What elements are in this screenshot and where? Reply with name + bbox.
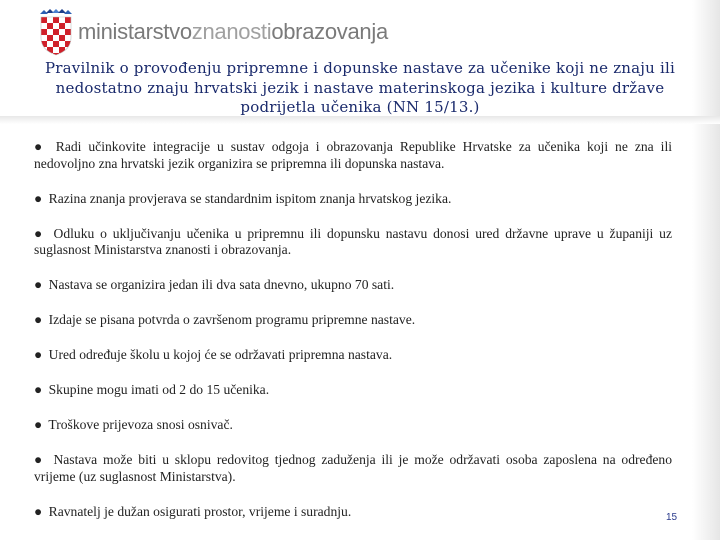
bullet-item bbox=[34, 139, 672, 172]
bullet-dot-icon: ● bbox=[34, 417, 43, 432]
bullet-text: Troškove prijevoza snosi osnivač. bbox=[48, 417, 233, 432]
bullet-dot-icon: ● bbox=[34, 503, 43, 519]
page-number: 15 bbox=[666, 512, 678, 523]
bullet-item bbox=[34, 417, 672, 434]
bullet-dot-icon: ● bbox=[34, 452, 45, 467]
bullet-text: Nastava može biti u sklopu redovitog tjednog zaduženja ili je može održavati osoba zaposlena na određeno vrijeme (uz suglasnost Ministarstva). bbox=[34, 452, 672, 484]
bullet-dot-icon: ● bbox=[34, 190, 43, 206]
brand-part-obrazovanja: obrazovanja bbox=[271, 19, 388, 44]
bullet-text: Razina znanja provjerava se standardnim ispitom znanja hrvatskog jezika. bbox=[48, 190, 452, 206]
bullet-item bbox=[34, 312, 672, 329]
slide-title: Pravilnik o provođenju pripremne i dopunske nastave za učenike koji ne znaju ili nedostatno znaju hrvatski jezik i nastave materinskoga jezika i kulture države podrijetla učenika (NN 15/13.) bbox=[45, 59, 675, 116]
bullet-text: Skupine mogu imati od 2 do 15 učenika. bbox=[48, 382, 270, 397]
bullet-dot-icon: ● bbox=[34, 312, 43, 327]
ministry-header bbox=[34, 6, 388, 58]
bullet-dot-icon: ● bbox=[34, 225, 45, 241]
bullet-dot-icon: ● bbox=[34, 277, 43, 292]
bullet-text: Odluku o uključivanju učenika u pripremnu ili dopunsku nastavu donosi ured državne uprave u županiji uz suglasnost Ministarstva znanosti i obrazovanja. bbox=[34, 225, 672, 257]
bullet-text: Ravnatelj je dužan osigurati prostor, vrijeme i suradnju. bbox=[48, 503, 352, 519]
bullet-dot-icon: ● bbox=[34, 347, 43, 362]
bullet-list bbox=[34, 139, 672, 539]
bullet-item bbox=[34, 226, 672, 259]
bullet-item bbox=[34, 452, 672, 485]
bullet-text: Nastava se organizira jedan ili dva sata dnevno, ukupno 70 sati. bbox=[48, 277, 395, 292]
croatian-coat-of-arms-icon bbox=[34, 8, 74, 56]
bullet-item bbox=[34, 347, 672, 364]
brand-part-znanosti: znanosti bbox=[191, 19, 272, 44]
bullet-dot-icon: ● bbox=[34, 382, 43, 397]
bullet-item bbox=[34, 277, 672, 294]
bullet-dot-icon: ● bbox=[34, 139, 46, 154]
brand-part-ministarstvo: ministarstvo bbox=[78, 19, 192, 44]
ministry-wordmark bbox=[78, 21, 388, 43]
bullet-item bbox=[34, 504, 672, 521]
bullet-item bbox=[34, 191, 672, 208]
bullet-item bbox=[34, 382, 672, 399]
bullet-text: Izdaje se pisana potvrda o završenom programu pripremne nastave. bbox=[48, 312, 416, 327]
bullet-text: Radi učinkovite integracije u sustav odgoja i obrazovanja Republike Hrvatske za učenika koji ne zna ili nedovoljno zna hrvatski jezik organizira se pripremna ili dopunska nastava. bbox=[34, 139, 673, 171]
bullet-text: Ured određuje školu u kojoj će se održavati pripremna nastava. bbox=[48, 347, 393, 362]
title-separator bbox=[0, 116, 720, 124]
